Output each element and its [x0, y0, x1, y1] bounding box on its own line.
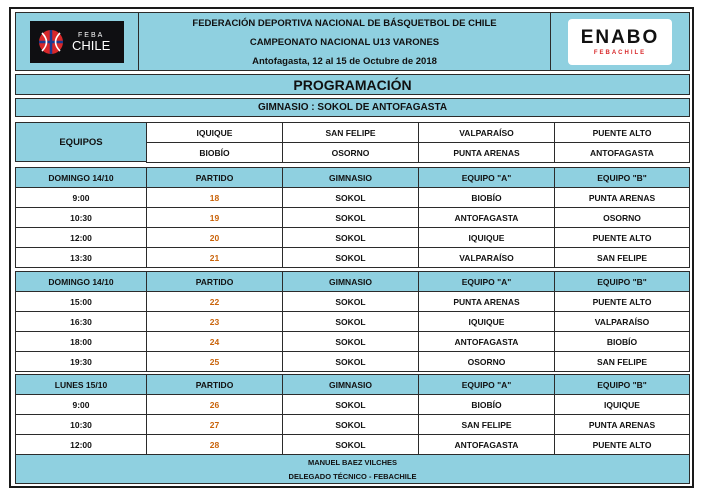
team-b: PUENTE ALTO — [554, 227, 690, 248]
team-a: IQUIQUE — [418, 311, 555, 332]
delegate-name: MANUEL BAEZ VILCHES — [307, 458, 398, 467]
team-a: BIOBÍO — [418, 187, 555, 208]
team-name: OSORNO — [282, 142, 419, 163]
section-header: GIMNASIO — [282, 167, 419, 188]
match-gym: SOKOL — [282, 227, 419, 248]
match-gym: SOKOL — [282, 311, 419, 332]
match-gym: SOKOL — [282, 434, 419, 455]
team-name: ANTOFAGASTA — [554, 142, 690, 163]
match-number: 19 — [146, 207, 283, 228]
match-number: 27 — [146, 414, 283, 435]
logo-febachile-text: FEBACHILE — [593, 50, 647, 56]
match-time: 12:00 — [15, 434, 147, 455]
match-number: 24 — [146, 331, 283, 352]
basketball-icon — [36, 27, 66, 57]
team-name: BIOBÍO — [146, 142, 283, 163]
section-header: DOMINGO 14/10 — [15, 271, 147, 292]
enabo-logo — [568, 19, 672, 65]
team-a: ANTOFAGASTA — [418, 331, 555, 352]
team-a: BIOBÍO — [418, 394, 555, 415]
section-header: EQUIPO "A" — [418, 167, 555, 188]
teams-label: EQUIPOS — [15, 122, 147, 162]
section-header: LUNES 15/10 — [15, 374, 147, 395]
match-number: 18 — [146, 187, 283, 208]
team-name: PUENTE ALTO — [554, 122, 690, 143]
match-time: 9:00 — [15, 394, 147, 415]
team-b: OSORNO — [554, 207, 690, 228]
match-number: 20 — [146, 227, 283, 248]
header-info-cell — [138, 12, 551, 71]
footer-signature — [15, 454, 690, 484]
right-logo-cell — [550, 12, 690, 71]
schedule-sheet — [9, 7, 694, 488]
match-time: 10:30 — [15, 414, 147, 435]
left-logo-cell — [15, 12, 139, 71]
team-a: OSORNO — [418, 351, 555, 372]
section-header: PARTIDO — [146, 167, 283, 188]
section-header: EQUIPO "B" — [554, 374, 690, 395]
match-number: 23 — [146, 311, 283, 332]
match-gym: SOKOL — [282, 414, 419, 435]
section-header: PARTIDO — [146, 374, 283, 395]
match-time: 19:30 — [15, 351, 147, 372]
match-number: 28 — [146, 434, 283, 455]
gym-title: GIMNASIO : SOKOL DE ANTOFAGASTA — [15, 98, 690, 117]
section-header: GIMNASIO — [282, 271, 419, 292]
match-time: 12:00 — [15, 227, 147, 248]
header-line-championship: CAMPEONATO NACIONAL U13 VARONES — [249, 37, 440, 48]
team-name: IQUIQUE — [146, 122, 283, 143]
page-title: PROGRAMACIÓN — [15, 74, 690, 95]
match-time: 13:30 — [15, 247, 147, 268]
delegate-title: DELEGADO TÉCNICO - FEBACHILE — [288, 472, 417, 481]
team-b: VALPARAÍSO — [554, 311, 690, 332]
match-number: 21 — [146, 247, 283, 268]
team-b: BIOBÍO — [554, 331, 690, 352]
match-time: 18:00 — [15, 331, 147, 352]
match-gym: SOKOL — [282, 331, 419, 352]
team-a: SAN FELIPE — [418, 414, 555, 435]
match-number: 25 — [146, 351, 283, 372]
section-header: EQUIPO "B" — [554, 167, 690, 188]
team-name: SAN FELIPE — [282, 122, 419, 143]
match-gym: SOKOL — [282, 351, 419, 372]
match-time: 15:00 — [15, 291, 147, 312]
team-a: PUNTA ARENAS — [418, 291, 555, 312]
match-time: 16:30 — [15, 311, 147, 332]
team-a: ANTOFAGASTA — [418, 207, 555, 228]
logo-enabo-text: ENABO — [580, 27, 660, 48]
match-time: 9:00 — [15, 187, 147, 208]
team-b: PUNTA ARENAS — [554, 187, 690, 208]
match-gym: SOKOL — [282, 291, 419, 312]
team-b: IQUIQUE — [554, 394, 690, 415]
match-gym: SOKOL — [282, 394, 419, 415]
section-header: GIMNASIO — [282, 374, 419, 395]
section-header: EQUIPO "A" — [418, 374, 555, 395]
team-a: IQUIQUE — [418, 227, 555, 248]
feba-chile-logo — [30, 21, 124, 63]
match-number: 26 — [146, 394, 283, 415]
section-header: DOMINGO 14/10 — [15, 167, 147, 188]
team-a: VALPARAÍSO — [418, 247, 555, 268]
logo-feba-text: FEBA — [78, 31, 105, 39]
match-number: 22 — [146, 291, 283, 312]
team-name: VALPARAÍSO — [418, 122, 555, 143]
match-gym: SOKOL — [282, 247, 419, 268]
header-line-federation: FEDERACIÓN DEPORTIVA NACIONAL DE BÁSQUETBOL DE CHILE — [192, 18, 497, 29]
team-b: SAN FELIPE — [554, 247, 690, 268]
section-header: PARTIDO — [146, 271, 283, 292]
match-gym: SOKOL — [282, 207, 419, 228]
team-name: PUNTA ARENAS — [418, 142, 555, 163]
section-header: EQUIPO "A" — [418, 271, 555, 292]
match-gym: SOKOL — [282, 187, 419, 208]
logo-chile-text: CHILE — [72, 37, 111, 53]
team-b: SAN FELIPE — [554, 351, 690, 372]
header-line-date: Antofagasta, 12 al 15 de Octubre de 2018 — [252, 56, 437, 67]
team-b: PUENTE ALTO — [554, 291, 690, 312]
section-header: EQUIPO "B" — [554, 271, 690, 292]
match-time: 10:30 — [15, 207, 147, 228]
team-a: ANTOFAGASTA — [418, 434, 555, 455]
team-b: PUENTE ALTO — [554, 434, 690, 455]
team-b: PUNTA ARENAS — [554, 414, 690, 435]
